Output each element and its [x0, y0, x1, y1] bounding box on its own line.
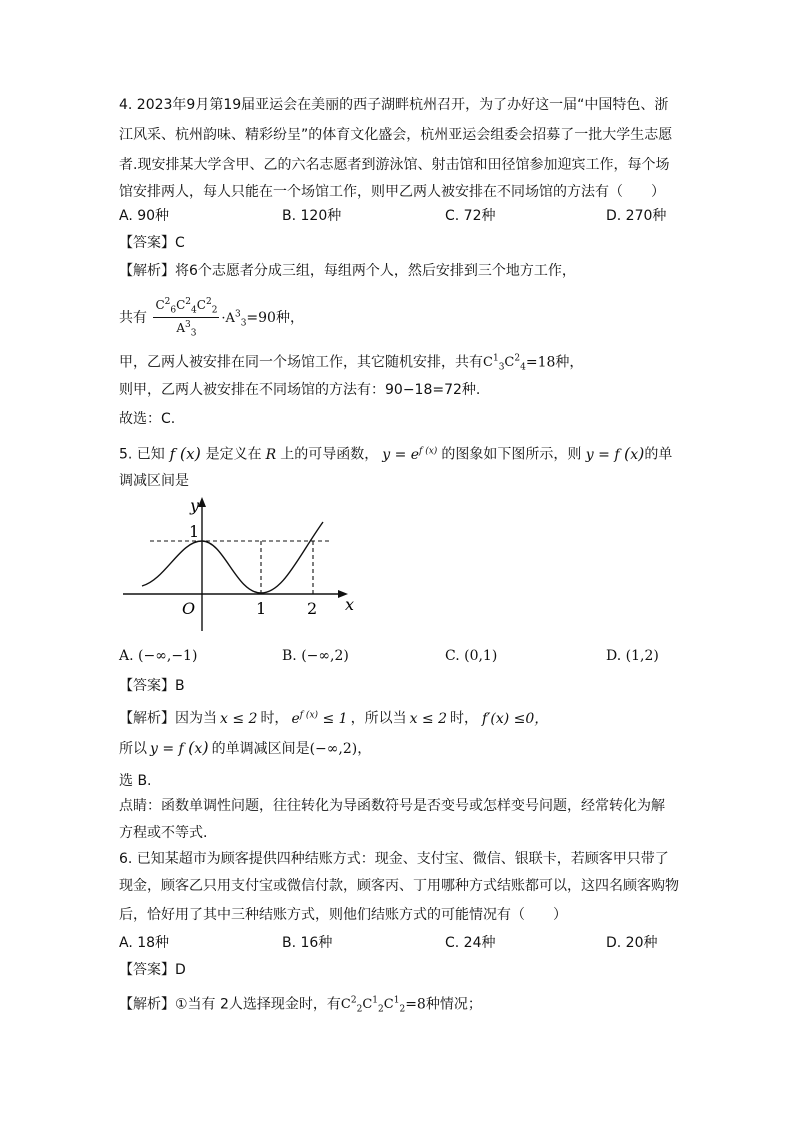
x-axis-label: x	[345, 595, 355, 614]
q5-line-1-d: 上的可导函数，	[280, 446, 379, 463]
q6-answer: 【答案】D	[119, 962, 186, 978]
q4-analysis-5: 故选：C.	[119, 411, 176, 427]
q4-analysis-2: 共有 $\frac{C^2_6C^2_4C^2_2}{A^3_3}$ $\cdot A^3_3=90$种，	[119, 297, 304, 339]
function-curve	[142, 522, 323, 593]
q5-analysis-2: 所以 y = f (x) 的单调减区间是(−∞,2)，	[119, 738, 372, 757]
q4-line-1: 4. 2023年9月第19届亚运会在美丽的西子湖畔杭州召开，为了办好这一届“中国特色、浙	[119, 97, 669, 113]
q4-analysis-3: 甲，乙两人被安排在同一个场馆工作，其它随机安排，共有$C^1_3C^2_4=18$种，	[119, 354, 584, 373]
q4-analysis-3-text: 甲，乙两人被安排在同一个场馆工作，其它随机安排，共有	[119, 354, 483, 371]
q6-option-b: B. 16种	[282, 935, 333, 951]
q5-analysis-2-c: (−∞,2)，	[309, 741, 372, 757]
q4-analysis-1: 【解析】将6个志愿者分成三组，每组两个人，然后安排到三个地方工作，	[119, 263, 576, 279]
x-tick-2-label: 2	[307, 599, 318, 618]
q4-line-3: 者.现安排某大学含甲、乙的六名志愿者到游泳馆、射击馆和田径馆参加迎宾工作，每个场	[119, 157, 670, 173]
q5-analysis-2-b: 的单调减区间是	[211, 741, 310, 757]
q5-option-a: A. (−∞,−1)	[119, 648, 198, 664]
q4-option-d: D. 270种	[606, 208, 667, 224]
q5-graph	[118, 493, 358, 635]
q4-analysis-4: 则甲，乙两人被安排在不同场馆的方法有：90−18=72种.	[119, 382, 481, 398]
q4-analysis-2-suffix: =90种，	[246, 309, 304, 326]
x-tick-1-label: 1	[256, 599, 267, 618]
q6-option-c: C. 24种	[445, 935, 496, 951]
q5-analysis-3: 选 B.	[119, 773, 152, 789]
q5-line-2: 调减区间是	[119, 473, 189, 489]
q5-line-1-c: R	[265, 446, 277, 463]
q6-line-3: 后，恰好用了其中三种结账方式，则他们结账方式的可能情况有（ ）	[119, 907, 567, 923]
q5-note-2: 方程或不等式.	[119, 825, 208, 841]
q5-option-c: C. (0,1)	[445, 648, 498, 664]
q5-analysis-1-b: 时，	[260, 710, 289, 727]
q6-analysis-1: 【解析】①当有 2人选择现金时，有$C^2_2C^1_2C^1_2=8$种情况；	[119, 996, 482, 1015]
q4-option-a: A. 90种	[119, 208, 170, 224]
q5-line-1: 5. 已知 f (x) 是定义在 R 上的可导函数， $y = e^{f (x)}$ 的图象如下图所示，则 y = f (x)的单	[119, 443, 673, 463]
q6-option-d: D. 20种	[606, 935, 658, 951]
y-tick-1-label: 1	[189, 522, 200, 541]
q5-analysis-1: 【解析】因为当 x ≤ 2 时， $e^{f (x)} \le 1$ ，所以当 x ≤ 2 时， f′(x) ≤0，	[119, 710, 549, 727]
q6-line-2: 现金，顾客乙只用支付宝或微信付款，顾客丙、丁用哪种方式结账都可以，这四名顾客购物	[119, 878, 679, 894]
q5-analysis-1-c: ，所以当	[350, 710, 407, 727]
q5-line-1-b: 是定义在	[205, 446, 262, 463]
q4-analysis-2-prefix: 共有	[119, 309, 147, 326]
q4-line-2: 江风采、杭州韵味、精彩纷呈”的体育文化盛会，杭州亚运会组委会招募了一批大学生志愿	[119, 127, 673, 143]
q6-analysis-1-b: =8种情况；	[405, 996, 482, 1013]
q5-answer: 【答案】B	[119, 678, 185, 694]
q4-analysis-3-suffix: =18种，	[525, 354, 584, 371]
q6-line-1: 6. 已知某超市为顾客提供四种结账方式：现金、支付宝、微信、银联卡，若顾客甲只带了	[119, 851, 669, 867]
q4-combination-fraction: $\frac{C^2_6C^2_4C^2_2}{A^3_3}$	[155, 297, 218, 339]
y-axis-arrow	[198, 497, 206, 507]
q5-line-1-f: 的单	[644, 446, 673, 463]
q6-analysis-1-a: 【解析】①当有 2人选择现金时，有	[119, 996, 341, 1013]
q4-answer: 【答案】C	[119, 235, 185, 251]
q5-note-1: 点睛：函数单调性问题，往往转化为导函数符号是否变号或怎样变号问题，经常转化为解	[119, 798, 665, 814]
q5-analysis-1-e: f′(x) ≤0，	[482, 710, 549, 727]
q4-option-b: B. 120种	[282, 208, 342, 224]
q5-analysis-2-a: 所以	[119, 741, 147, 757]
q5-line-1-a: 5. 已知	[119, 446, 165, 463]
y-axis-label: y	[190, 496, 200, 515]
origin-label: O	[182, 599, 196, 618]
q6-option-a: A. 18种	[119, 935, 170, 951]
q4-line-4: 馆安排两人，每人只能在一个场馆工作，则甲乙两人被安排在不同场馆的方法有（ ）	[119, 184, 665, 200]
q5-option-d: D. (1,2)	[606, 648, 659, 664]
q5-option-b: B. (−∞,2)	[282, 648, 349, 664]
q5-analysis-1-a: 【解析】因为当	[119, 710, 217, 727]
q5-analysis-1-d: 时，	[450, 710, 479, 727]
q5-line-1-e: 的图象如下图所示，则	[441, 446, 582, 463]
q4-option-c: C. 72种	[445, 208, 496, 224]
